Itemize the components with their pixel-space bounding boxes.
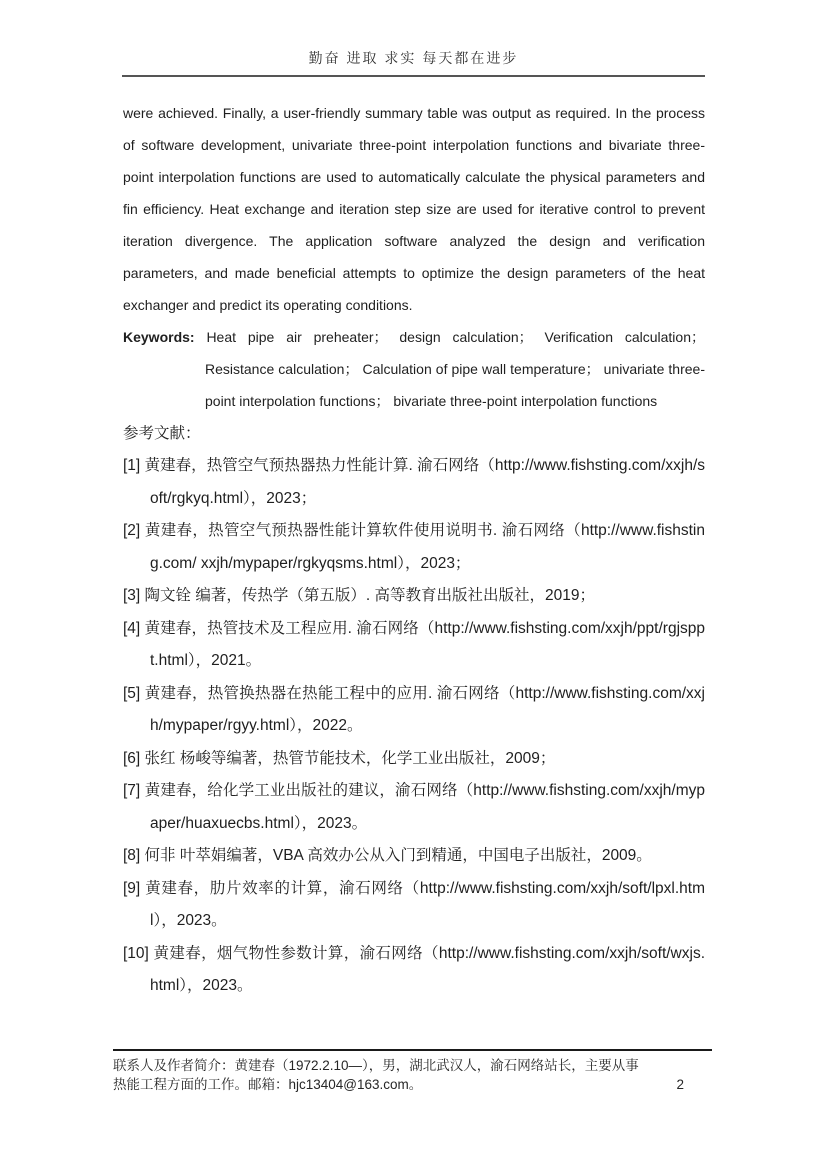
page-header	[122, 48, 705, 77]
reference-number: [8]	[123, 847, 141, 864]
reference-text: 张红 杨峻等编著，热管节能技术，化学工业出版社，2009；	[144, 749, 556, 767]
reference-item-3	[123, 580, 705, 613]
reference-item-5	[123, 678, 705, 743]
page-body	[123, 97, 705, 1003]
reference-number: [4]	[123, 619, 141, 637]
reference-number: [7]	[123, 782, 141, 799]
keywords-label: Keywords:	[123, 329, 195, 345]
reference-item-7	[123, 775, 705, 840]
reference-text: 黄建春，给化学工业出版社的建议，渝石网络（http://www.fishsting.com/xxjh/mypaper/huaxuecbs.html），2023。	[144, 782, 706, 832]
reference-text: 黄建春，热管技术及工程应用. 渝石网络（http://www.fishsting.com/xxjh/ppt/rgjsppt.html），2021。	[144, 619, 705, 669]
keywords-paragraph	[123, 321, 705, 417]
reference-text: 黄建春，热管空气预热器热力性能计算. 渝石网络（http://www.fishsting.com/xxjh/soft/rgkyq.html），2023；	[144, 457, 706, 507]
reference-number: [5]	[123, 684, 141, 702]
page-footer	[113, 1049, 712, 1094]
header-rule	[122, 75, 705, 77]
page-number: 2	[676, 1077, 684, 1092]
reference-text: 黄建春，热管换热器在热能工程中的应用. 渝石网络（http://www.fishsting.com/xxjh/mypaper/rgyy.html），2022。	[144, 684, 705, 734]
reference-text: 陶文铨 编著，传热学（第五版）. 高等教育出版社出版社，2019；	[144, 587, 595, 604]
reference-item-6	[123, 743, 705, 776]
reference-item-9	[123, 873, 705, 938]
reference-number: [3]	[123, 587, 141, 604]
reference-number: [10]	[123, 944, 149, 962]
reference-item-8	[123, 840, 705, 873]
keywords-text: Heat pipe air preheater； design calculation； Verification calculation； Resistance calculation； Calculation of pipe wall temperature； univariate three-point interpolation functions； bivariate three-point interpolation functions	[205, 329, 705, 409]
reference-number: [1]	[123, 457, 141, 474]
abstract-paragraph: were achieved. Finally, a user-friendly summary table was output as required. In the process of software development, univariate three-point interpolation functions and bivariate three-point interpolation functions are used to automatically calculate the physical parameters and fin efficiency. Heat exchange and iteration step size are used for iterative control to prevent iteration divergence. The application software analyzed the design and verification parameters, and made beneficial attempts to optimize the design parameters of the heat exchanger and predict its operating conditions.	[123, 105, 705, 313]
reference-item-2	[123, 515, 705, 580]
reference-number: [2]	[123, 522, 141, 539]
references-title: 参考文献：	[123, 425, 201, 442]
reference-item-4	[123, 613, 705, 678]
reference-item-1	[123, 450, 705, 515]
footer-author-line-1: 联系人及作者简介：黄建春（1972.2.10—），男，湖北武汉人，渝石网络站长，主要从事	[113, 1058, 639, 1073]
reference-item-10	[123, 938, 705, 1003]
reference-number: [9]	[123, 879, 141, 897]
reference-text: 黄建春，肋片效率的计算，渝石网络（http://www.fishsting.com/xxjh/soft/lpxl.html），2023。	[145, 879, 705, 929]
header-motto: 勤奋 进取 求实 每天都在进步	[308, 50, 519, 66]
reference-text: 黄建春，烟气物性参数计算，渝石网络（http://www.fishsting.com/xxjh/soft/wxjs.html），2023。	[150, 944, 706, 994]
reference-text: 黄建春，热管空气预热器性能计算软件使用说明书. 渝石网络（http://www.fishsting.com/ xxjh/mypaper/rgkyqsms.html），2023；	[144, 522, 705, 572]
reference-text: 何非 叶萃娟编著，VBA 高效办公从入门到精通，中国电子出版社，2009。	[144, 847, 652, 864]
reference-number: [6]	[123, 749, 141, 767]
footer-author-line-2: 热能工程方面的工作。邮箱：hjc13404@163.com。	[113, 1077, 423, 1092]
